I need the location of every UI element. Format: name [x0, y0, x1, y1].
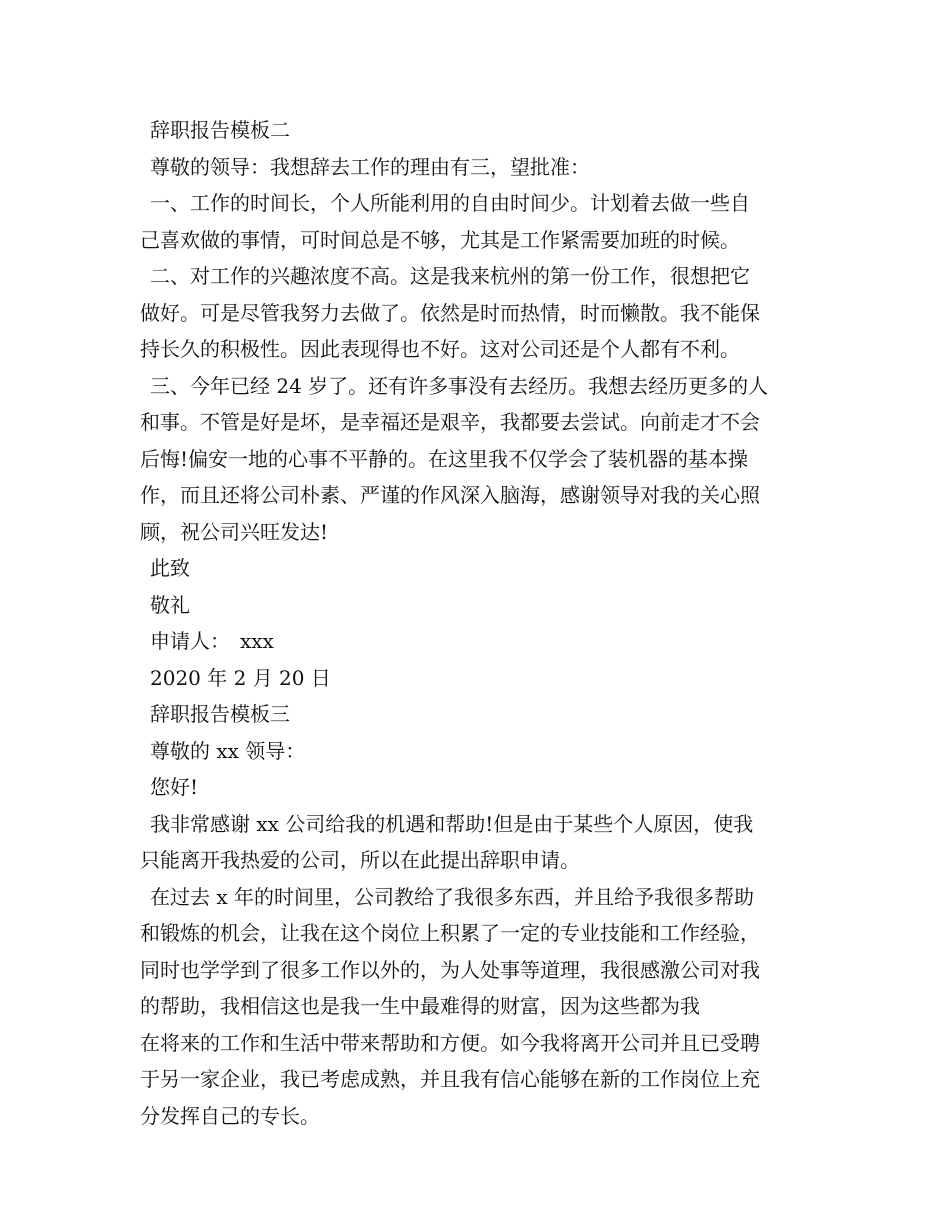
reason-three-line: 作，而且还将公司朴素、严谨的作风深入脑海，感谢领导对我的关心照 — [140, 483, 760, 507]
template-two-title: 辞职报告模板二 — [150, 118, 290, 142]
applicant-line: 申请人： xxx — [150, 629, 274, 653]
experience-line: 在过去 x 年的时间里，公司教给了我很多东西，并且给予我很多帮助 — [150, 884, 754, 909]
template-three-title: 辞职报告模板三 — [150, 702, 290, 726]
document-body — [140, 112, 820, 1134]
gratitude-line: 我非常感谢 xx 公司给我的机遇和帮助!但是由于某些个人原因，使我 — [150, 811, 754, 836]
reason-three-paragraph — [140, 368, 820, 551]
gratitude-paragraph — [140, 806, 820, 879]
experience-line: 的帮助，我相信这也是我一生中最难得的财富，因为这些都为我 — [140, 994, 700, 1018]
experience-line: 同时也学学到了很多工作以外的，为人处事等道理，我很感激公司对我 — [140, 957, 760, 982]
experience-paragraph — [140, 879, 820, 1135]
gratitude-line: 只能离开我热爱的公司，所以在此提出辞职申请。 — [140, 848, 580, 872]
date-line: 2020 年 2 月 20 日 — [150, 665, 331, 690]
template-two-salutation: 尊敬的领导：我想辞去工作的理由有三，望批准： — [150, 154, 590, 179]
experience-line: 和锻炼的机会，让我在这个岗位上积累了一定的专业技能和工作经验， — [140, 921, 760, 945]
closing-salute: 敬礼 — [150, 592, 190, 617]
reason-three-line: 三、今年已经 24 岁了。还有许多事没有去经历。我想去经历更多的人 — [150, 373, 769, 398]
experience-line: 在将来的工作和生活中带来帮助和方便。如今我将离开公司并且已受聘 — [140, 1030, 760, 1055]
reason-two-line: 二、对工作的兴趣浓度不高。这是我来杭州的第一份工作，很想把它 — [150, 264, 750, 288]
reason-three-line: 顾，祝公司兴旺发达! — [140, 519, 329, 544]
experience-line: 分发挥自己的专长。 — [140, 1103, 320, 1128]
reason-three-line: 后悔!偏安一地的心事不平静的。在这里我不仅学会了装机器的基本操 — [140, 446, 749, 471]
template-three-salutation: 尊敬的 xx 领导： — [150, 738, 306, 763]
reason-two-line: 做好。可是尽管我努力去做了。依然是时而热情，时而懒散。我不能保 — [140, 300, 760, 325]
template-three-greeting: 您好! — [150, 775, 199, 799]
reason-two-paragraph — [140, 258, 820, 368]
reason-one-line: 一、工作的时间长，个人所能利用的自由时间少。计划着去做一些自 — [150, 191, 750, 215]
reason-three-line: 和事。不管是好是坏，是幸福还是艰辛，我都要去尝试。向前走才不会 — [140, 410, 760, 434]
reason-one-line: 己喜欢做的事情，可时间总是不够，尤其是工作紧需要加班的时候。 — [140, 227, 740, 252]
experience-line: 于另一家企业，我已考虑成熟，并且我有信心能够在新的工作岗位上充 — [140, 1067, 760, 1091]
closing-regards: 此致 — [150, 556, 190, 580]
reason-two-line: 持长久的积极性。因此表现得也不好。这对公司还是个人都有不利。 — [140, 337, 740, 361]
reason-one-paragraph — [140, 185, 820, 258]
